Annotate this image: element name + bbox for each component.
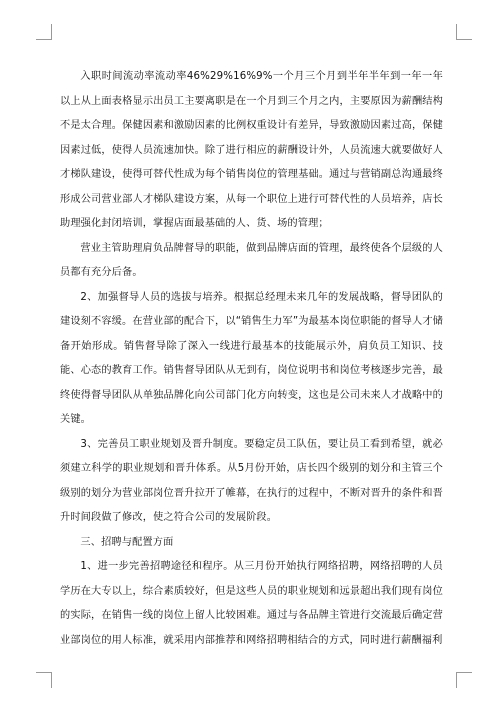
crop-mark-bottom-left: [36, 672, 52, 688]
section-heading-recruitment: 三、招聘与配置方面: [80, 536, 174, 548]
paragraph-supervisor-assistant: 营业主管助理肩负品牌督导的职能，做到品牌店面的管理，最终使各个层级的人员都有充分后备。: [60, 242, 443, 278]
paragraph-recruitment-channels: 1、进一步完善招聘途径和程序。从三月份开始执行网络招聘，网络招聘的人员学历在大专以上，综合素质较好，但是这些人员的职业规划和远景超出我们现有岗位的实际，在销售一线的岗位上留人比较困难。通过与各品牌主管进行交流最后确定营业部岗位的用人标准，就采用内部推荐和网络招聘相结合的方式，同时进行薪酬福利: [60, 561, 443, 646]
crop-mark-bottom-right: [456, 672, 472, 688]
document-body: [60, 65, 443, 653]
crop-mark-top-left: [36, 24, 52, 40]
paragraph-career-planning: 3、完善员工职业规划及晋升制度。要稳定员工队伍，要让员工看到希望，就必须建立科学的职业规划和晋升体系。从5月份开始，店长四个级别的划分和主管三个级别的划分为营业部岗位晋升拉开了帷幕，在执行的过程中，不断对晋升的条件和晋升时间段做了修改，使之符合公司的发展阶段。: [60, 438, 443, 523]
paragraph-turnover-analysis: 入职时间流动率流动率46%29%16%9%一个月三个月到半年半年到一年一年以上从上面表格显示出员工主要离职是在一个月到三个月之内，主要原因为薪酬结构不是太合理。保健因素和激励因素的比例权重设计有差异，导致激励因素过高，保健因素过低，使得人员流速加快。除了进行相应的薪酬设计外，人员流速大就要做好人才梯队建设，使得可替代性成为每个销售岗位的管理基础。通过与营销副总沟通最终形成公司营业部人才梯队建设方案，从每一个职位上进行可替代性的人员培养，店长助理强化封闭培训，掌握店面最基础的人、货、场的管理；: [60, 71, 443, 229]
crop-mark-top-right: [456, 24, 472, 40]
paragraph-supervisor-training: 2、加强督导人员的选拔与培养。根据总经理未来几年的发展战略，督导团队的建设刻不容缓。在营业部的配合下，以“销售生力军”为最基本岗位职能的督导人才储备开始形成。销售督导除了深入一线进行最基本的技能展示外，肩负员工知识、技能、心态的教育工作。销售督导团队从无到有，岗位说明书和岗位考核逐步完善，最终使得督导团队从单独品牌化向公司部门化方向转变，这也是公司未来人才战略中的关键。: [60, 291, 444, 425]
